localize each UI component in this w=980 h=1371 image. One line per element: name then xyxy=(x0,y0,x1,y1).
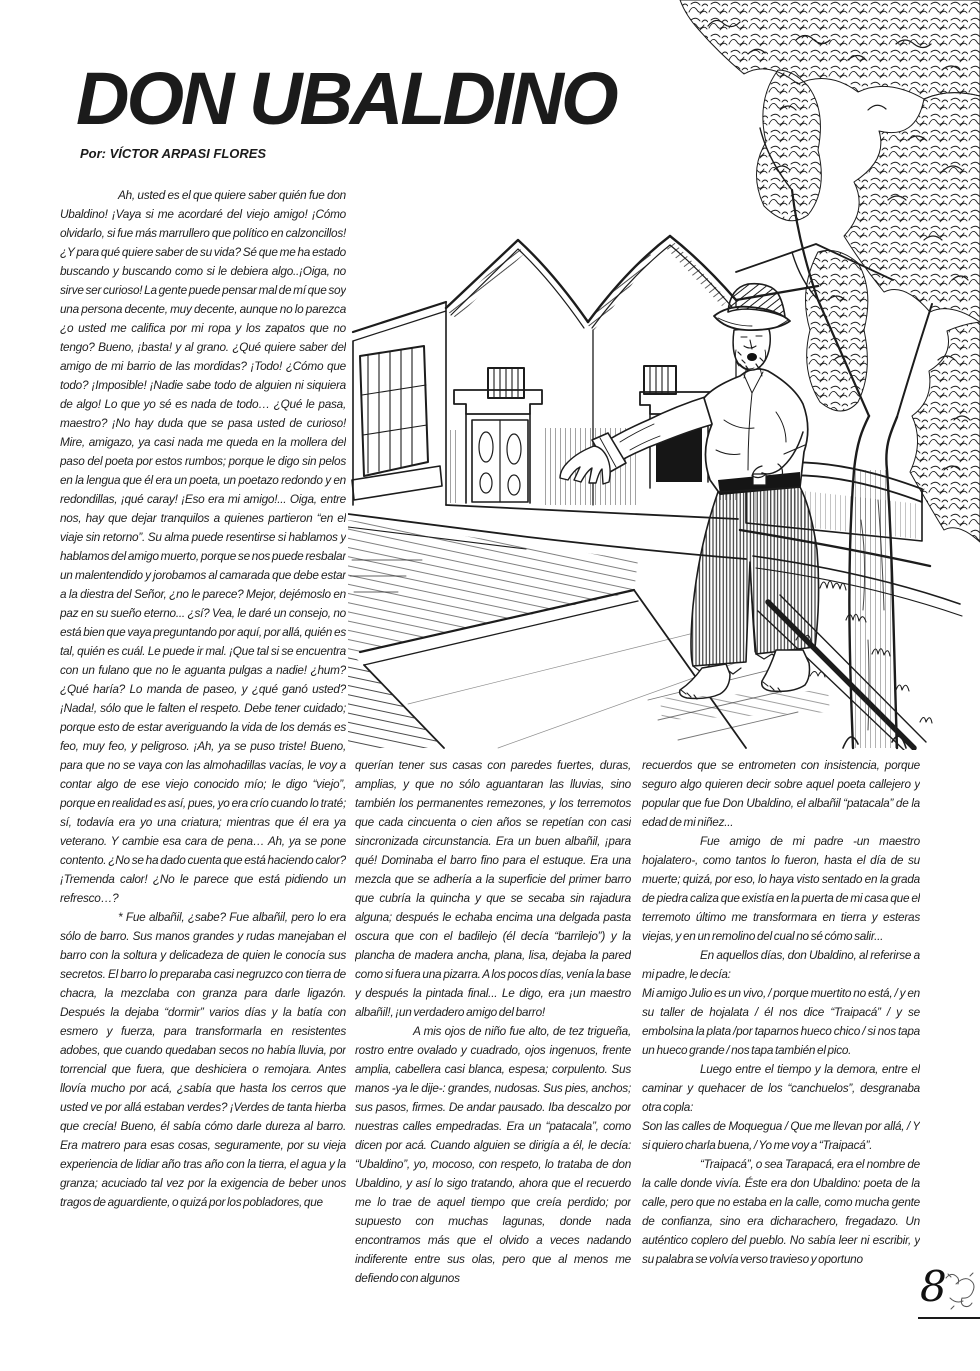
article-column-3 xyxy=(642,756,920,1356)
paragraph: Fue amigo de mi padre -un maestro hojalatero-, como tantos lo fueron, hasta el día de su muerte; quizá, por eso, lo haya visto sentado en la grada de piedra caliza que existía en la puerta de mi casa que el terremoto último me transformara en tierra y esteras viejas, y en un remolino del cual no sé cómo salir... xyxy=(642,834,920,943)
paragraph: A mis ojos de niño fue alto, de tez trigueña, rostro entre ovalado y cuadrado, ojos ingenuos, frente amplia, cabellera casi blanca, espesa; corpulento. Sus manos -ya le dije-: grandes, nudosas. Sus pies, anchos; sus pasos, firmes. De andar pausado. Iba descalzo por nuestras calles empedradas. Era un “patacala”, como dicen por acá. Cuando alguien se dirigía a él, le decía: “Ubaldino”, yo, mocoso, con respeto, lo trataba de don Ubaldino, y así lo sigo tratando, ahora que el recuerdo me lo trae de aquel tiempo que creía perdido; por supuesto con muchas lagunas, donde nada encontramos más que el olvido a veces nadando indiferente entre sus olas, pero que al menos me defiendo con algunos xyxy=(355,1024,631,1285)
page-title: DON UBALDINO xyxy=(76,57,616,140)
paragraph: Mi amigo Julio es un vivo, / porque muertito no está, / y en su taller de hojalata / él nos dice “Traipacá” / y se embolsina la plata /por taparnos hueco chico / si nos tapa un hueco grande / nos tapa también el pico. xyxy=(642,986,920,1057)
footer-doodle-icon xyxy=(942,1268,978,1312)
paragraph: “Traipacá”, o sea Tarapacá, era el nombre de la calle donde vivía. Éste era don Ubaldino: poeta de la calle, pero que no estaba en la calle, como mucha gente de confianza, sino era dicharachero, fregadazo. Un auténtico coplero del pueblo. No sabía leer ni escribir, y su palabra se volvía verso travieso y oportuno xyxy=(642,1157,920,1266)
paragraph: recuerdos que se entrometen con insistencia, porque seguro algo quieren decir sobre aquel poeta callejero y popular que fue Don Ubaldino, el albañil “patacala” de la edad de mi niñez... xyxy=(642,758,920,829)
article-column-1 xyxy=(60,186,346,1341)
byline: Por: VÍCTOR ARPASI FLORES xyxy=(80,146,267,161)
paragraph: * Fue albañil, ¿sabe? Fue albañil, pero lo era sólo de barro. Sus manos grandes y rudas manejaban el barro con la soltura y delicadeza de quien le conocía sus secretos. El barro lo preparaba casi negruzco con tierra de chacra, la mezclaba con granza para darle ligazón. Después la dejaba “dormir” varios días y la batía con esmero y fuerza, para transformarla en resistentes adobes, que cuando quedaban secos no había lluvia, por torrencial que fuera, que deshiciera o remojara. Antes llovía mucho por acá, ¿sabía que hasta los cerros que usted ve por allá estaban verdes? ¡Verdes de tanta hierba que crecía! Bueno, él sabía cómo darle dureza al barro. Era matrero para esas cosas, seguramente, por su vieja experiencia de lidiar año tras año con la tierra, el agua y la granza; acuciado tal vez por la exigencia de beber unos tragos de aguardiente, o quizá por los pobladores, que xyxy=(60,910,346,1209)
page-number: 8 xyxy=(920,1262,947,1311)
street-scene-illustration xyxy=(348,0,980,750)
paragraph: En aquellos días, don Ubaldino, al referirse a mi padre, le decía: xyxy=(642,948,920,981)
paragraph: Luego entre el tiempo y la demora, entre el caminar y quehacer de los “canchuelos”, desgranaba otra copla: xyxy=(642,1062,920,1114)
paragraph: Ah, usted es el que quiere saber quién fue don Ubaldino! ¡Vaya si me acordaré del viejo amigo! ¡Cómo olvidarlo, si fue más marrullero que político en calzoncillos! ¿Y para qué quiere saber de su vida? Sé que me ha estado buscando y buscando como si le debiera algo..¡Oiga, no sirve ser curioso! La gente puede pensar mal de mí que soy una persona decente, muy decente, aunque no lo parezca ¿o usted me califica por mi ropa y los zapatos que no tengo? Bueno, ¡basta! y al grano. ¿Qué quiere saber del amigo de mi barrio de las mordidas? ¡Todo! ¿Cómo que todo? ¡Imposible! ¡Nadie sabe todo de alguien ni siquiera de algo! Lo que yo sé es nada de todo… ¿Qué le pasa, maestro? ¡No hay duda que se pasa usted de curioso! Mire, amigazo, ya casi nada me queda en la mollera del paso del poeta por estos rumbos; porque le digo sin pelos en la lengua que él era un poeta, un poetazo redondo y en redondillas, ¡qué caray! ¡Eso era mi amigo!... Oiga, entre nos, hay que dejar tranquilos a quienes partieron “en el viaje sin retorno”. Su alma puede resentirse si hablamos y hablamos del amigo muerto, porque se nos puede resbalar un malentendido y jorobamos al camarada que debe estar a la diestra del Señor, ¿no le parece? Mejor, dejémoslo en paz en su sueño eterno... ¿sí? Vea, le daré un consejo, no está bien que vaya preguntando por aquí, por allá, quién es tal, quién es cuál. Le puede ir mal. ¡Que tal si se encuentra con un fulano que no le aguanta pulgas a nadie! ¿hum? ¿Qué haría? Lo manda de paseo, y ¿qué ganó usted? ¡Nada!, sólo que le falten el respeto. Debe tener cuidado; porque esto de estar averiguando la vida de los demás es feo, muy feo, y peligroso. ¡Ah, ya se puso triste! Bueno, para que no se vaya con las almohadillas vacías, le voy a contar algo de ese viejo conocido mío; le digo “viejo”, porque en realidad es así, pues, yo era crío cuando lo traté; sí, todavía era yo una criatura; mientras que él era ya veterano. Y cambie esa cara de pena… Ah, ya se pone contento. ¿No se ha dado cuenta que está haciendo calor? ¡Tremenda calor! ¿No le parece que está pidiendo un refresco…? xyxy=(60,188,346,905)
article-column-2 xyxy=(355,756,631,1356)
paragraph: Son las calles de Moquegua / Que me llevan por allá, / Y si quiero charla buena, / Yo me voy a “Traipacá”. xyxy=(642,1119,920,1152)
footer-rule xyxy=(918,1317,980,1319)
paragraph: querían tener sus casas con paredes fuertes, duras, amplias, y que no sólo aguantaran las lluvias, sino también los permanentes remezones, y los terremotos que cada cincuenta o cien años se repetían con casi sincronizada circunstancia. Era un buen albañil, ¡para qué! Dominaba el barro fino para el estuque. Era una mezcla que se adhería a la superficie del primer barro que cubría la quincha y que se secaba sin rajadura alguna; después le echaba encima una delgada pasta oscura que con el badilejo (él decía “barrilejo”) y la plancha de madera ancha, plana, lisa, dejaba la pared como si fuera una pizarra. A los pocos días, venía la base y después la pintada final... Le digo, era ¡un maestro albañil!, ¡un verdadero amigo del barro! xyxy=(355,758,631,1019)
